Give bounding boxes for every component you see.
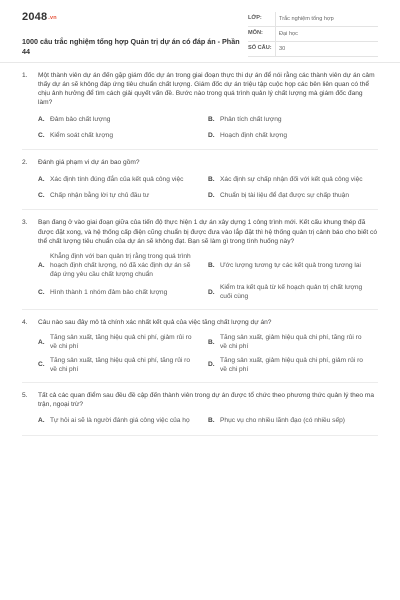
question-text: Tất cả các quan điểm sau đều đề cập đến thành viên trong dự án được tổ chức theo phương thức quản lý theo ma trận, ngoại trừ? (38, 391, 375, 408)
option-letter: A. (38, 417, 45, 425)
answer-option[interactable] (38, 331, 208, 353)
answer-option[interactable] (208, 171, 378, 187)
logo-suffix: .vn (48, 15, 57, 21)
answer-options (38, 111, 378, 143)
question-header (22, 71, 378, 107)
question-number: 2. (22, 159, 28, 167)
question-spacer (22, 303, 378, 309)
question-number: 1. (22, 72, 28, 79)
answer-option[interactable] (208, 281, 378, 303)
option-letter: A. (38, 338, 45, 346)
option-letter: D. (208, 361, 215, 369)
option-text: Ước lượng tương tự các kết quả trong tương lai (220, 261, 362, 269)
meta-table (248, 12, 378, 62)
option-text: Hoạch định chất lượng (220, 131, 288, 139)
question-text: Bạn đang ở vào giai đoạn giữa của tiến độ thực hiện 1 dự án xây dựng 1 công trình mới. Kết cấu khung thép đã được đặt xong, và hệ thống cấp điện cũng chuẩn bị được đưa vào lắp đặt thì hệ thống quản trị cảnh báo cho biết có thể chất lượng tiêu chuẩn của dự án sẽ không đạt. Bạn sẽ làm gì trong tình huống này? (38, 219, 377, 245)
question-text: Câu nào sau đây mô tả chính xác nhất kết quả của việc tăng chất lượng dự án? (38, 319, 272, 327)
option-letter: B. (208, 417, 215, 425)
option-text: Phục vụ cho nhiều lãnh đạo (có nhiều sếp) (220, 417, 346, 425)
option-letter: B. (208, 175, 215, 183)
option-letter: D. (208, 288, 215, 296)
answer-option[interactable] (38, 354, 208, 376)
option-letter: B. (208, 261, 215, 269)
meta-key: MÔN: (248, 30, 263, 37)
question-text: Một thành viên dự án đến gặp giám đốc dự án trong giai đoạn thực thi dự án để nói rằng các thành viên dự án cảm thấy dự án sẽ không đáp ứng tiêu chuẩn chất lượng. Giám đốc dự án triệu tập cuộc họp các bên liên quan có thể chịu ảnh hưởng để tìm cách giải quyết vấn đề. Bước nào trong quá trình quản lý chất lượng mà giám đốc đang làm? (38, 72, 375, 107)
question-spacer (22, 143, 378, 149)
answer-option[interactable] (208, 354, 378, 376)
answer-options (38, 331, 378, 375)
option-letter: D. (208, 131, 215, 139)
option-letter: C. (38, 288, 45, 296)
option-letter: D. (208, 191, 215, 199)
answer-option[interactable] (38, 111, 208, 127)
option-letter: C. (38, 131, 45, 139)
answer-option[interactable] (38, 171, 208, 187)
header (0, 0, 400, 62)
option-letter: A. (38, 175, 45, 183)
option-letter: A. (38, 261, 45, 269)
answer-option[interactable] (208, 250, 378, 281)
option-text: Tăng sản xuất, giảm hiệu quả chi phí, giảm rủi ro về chi phí (220, 356, 363, 373)
answer-option[interactable] (38, 281, 208, 303)
option-text: Kiểm soát chất lượng (50, 131, 113, 139)
meta-value: Đại học (275, 27, 378, 42)
question-block (22, 210, 378, 310)
meta-row-subject (248, 27, 378, 42)
option-letter: C. (38, 361, 45, 369)
question-number: 4. (22, 319, 28, 327)
answer-option[interactable] (208, 127, 378, 143)
question-block (22, 383, 378, 436)
question-number: 3. (22, 219, 28, 227)
option-text: Kiểm tra kết quả từ kế hoạch quản trị chất lượng cuối cùng (220, 284, 363, 301)
option-text: Khẳng định với ban quản trị rằng trong quá trình hoạch định chất lượng, nó đã xác định dự án sẽ đáp ứng yêu cầu chất lượng chuẩn (50, 252, 191, 278)
option-text: Tăng sản xuất, tăng hiệu quả chi phí, giảm rủi ro về chi phí (50, 334, 192, 351)
answer-options (38, 250, 378, 303)
meta-value: 30 (275, 42, 378, 57)
meta-row-count (248, 42, 378, 57)
answer-option[interactable] (208, 413, 378, 429)
header-left (22, 10, 247, 62)
question-block (22, 150, 378, 210)
option-text: Chuẩn bị tài liệu để đạt được sự chấp thuận (220, 191, 349, 199)
option-text: Tăng sản xuất, tăng hiệu quả chi phí, tăng rủi ro về chi phí (50, 356, 191, 373)
option-text: Xác định sự chấp nhận đối với kết quả công việc (220, 175, 363, 183)
option-text: Chấp nhận bằng lời tự chủ đầu tư (50, 191, 150, 199)
answer-option[interactable] (208, 111, 378, 127)
question-header (22, 318, 378, 327)
answer-option[interactable] (38, 250, 208, 281)
site-logo[interactable] (22, 10, 247, 25)
answer-option[interactable] (38, 187, 208, 203)
question-header (22, 391, 378, 409)
option-letter: A. (38, 115, 45, 123)
option-letter: C. (38, 191, 45, 199)
meta-key: LỚP: (248, 15, 262, 22)
option-text: Xác định tính đúng đắn của kết quả công việc (50, 175, 184, 183)
logo-text: 2048 (22, 11, 48, 23)
answer-option[interactable] (38, 413, 208, 429)
option-text: Đảm bảo chất lượng (50, 115, 111, 123)
answer-option[interactable] (208, 187, 378, 203)
answer-option[interactable] (208, 331, 378, 353)
page-title: 1000 câu trắc nghiệm tổng hợp Quản trị dự án có đáp án - Phần 44 (22, 37, 240, 56)
question-block (22, 310, 378, 382)
answer-option[interactable] (38, 127, 208, 143)
question-spacer (22, 429, 378, 435)
meta-value: Trắc nghiệm tổng hợp (275, 12, 378, 27)
meta-key: SỐ CÂU: (248, 45, 272, 52)
question-spacer (22, 376, 378, 382)
question-block (22, 63, 378, 150)
question-text: Đánh giá phạm vi dự án bao gồm? (38, 159, 140, 167)
meta-row-class (248, 12, 378, 27)
question-spacer (22, 203, 378, 209)
option-letter: B. (208, 338, 215, 346)
answer-options (38, 413, 378, 429)
option-letter: B. (208, 115, 215, 123)
option-text: Tăng sản xuất, giảm hiệu quả chi phí, tăng rủi ro về chi phí (220, 334, 362, 351)
question-header (22, 158, 378, 167)
question-header (22, 218, 378, 245)
option-text: Hình thành 1 nhóm đảm bảo chất lượng (50, 288, 168, 296)
question-number: 5. (22, 391, 28, 399)
option-text: Tự hỏi ai sẽ là người đánh giá công việc của họ (50, 417, 190, 425)
option-text: Phân tích chất lượng (220, 115, 282, 123)
question-list (0, 63, 400, 436)
answer-options (38, 171, 378, 203)
